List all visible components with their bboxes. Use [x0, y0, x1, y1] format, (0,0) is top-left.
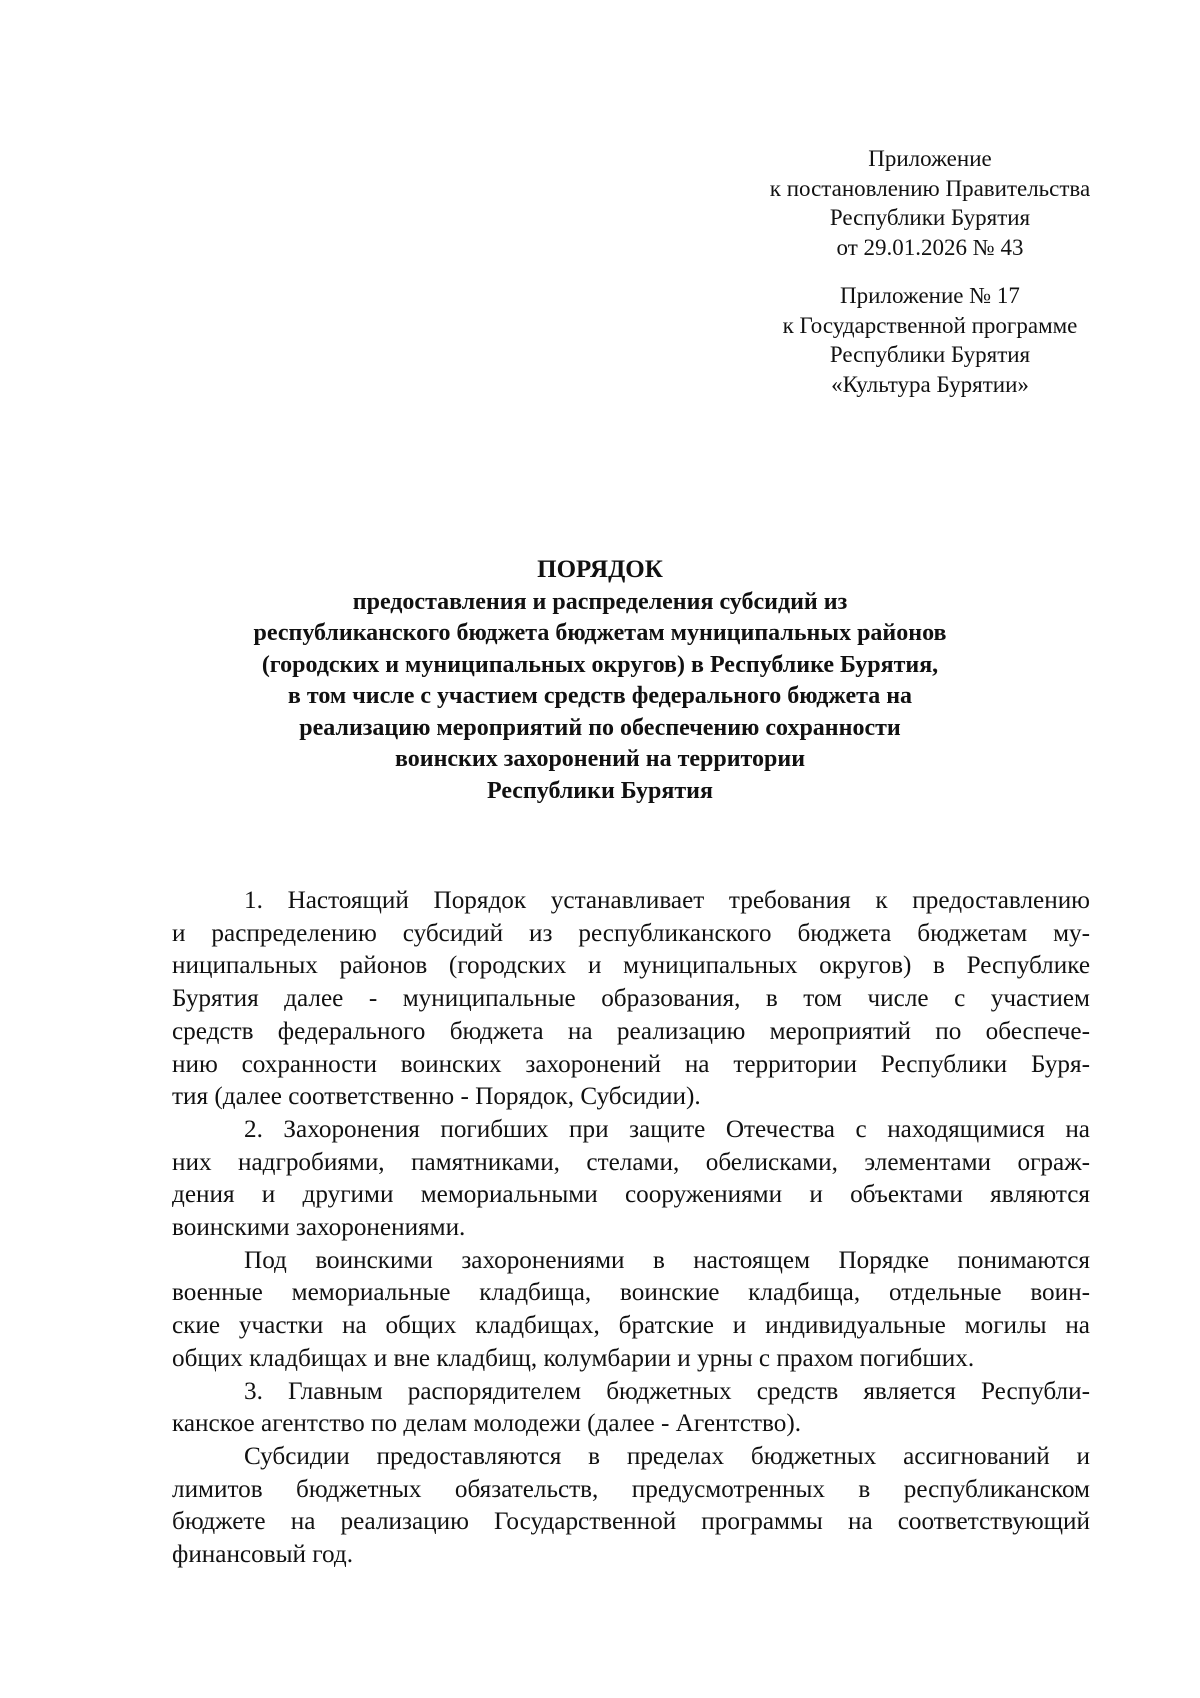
document-body: [172, 885, 1090, 1572]
paragraph-4: [172, 1376, 1090, 1441]
text-line: тия (далее соответственно - Порядок, Субсидии).: [172, 1083, 701, 1111]
document-title: [150, 554, 1050, 807]
text-line: и распределению субсидий из республиканского бюджета бюджетам му-: [172, 919, 1090, 947]
appendix-line: Приложение № 17: [840, 283, 1020, 308]
text-line: канское агентство по делам молодежи (далее - Агентство).: [172, 1410, 801, 1438]
text-line: средств федерального бюджета на реализацию мероприятий по обеспече-: [172, 1017, 1090, 1045]
text-line: них надгробиями, памятниками, стелами, обелисками, элементами ограж-: [172, 1148, 1090, 1176]
text-line: лимитов бюджетных обязательств, предусмотренных в республиканском: [172, 1475, 1090, 1503]
title-line: республиканского бюджета бюджетам муниципальных районов: [253, 620, 947, 646]
text-line: 3. Главным распорядителем бюджетных средств является Республи-: [244, 1377, 1090, 1405]
text-line: Субсидии предоставляются в пределах бюджетных ассигнований и: [244, 1442, 1090, 1470]
text-line: воинскими захоронениями.: [172, 1214, 466, 1242]
title-line: Республики Бурятия: [486, 777, 713, 804]
title-line: (городских и муниципальных округов) в Республике Бурятия,: [261, 651, 939, 678]
text-line: ниципальных районов (городских и муниципальных округов) в Республике: [172, 952, 1090, 980]
appendix-line: от 29.01.2026 № 43: [836, 234, 1024, 260]
appendix-line: «Культура Бурятии»: [831, 371, 1029, 397]
paragraph-3: [172, 1245, 1090, 1376]
appendix-line: к Государственной программе: [782, 312, 1078, 338]
text-line: Под воинскими захоронениями в настоящем Порядке понимаются: [244, 1246, 1090, 1274]
appendix-line: Республики Бурятия: [829, 205, 1031, 230]
appendix-state-program: [740, 281, 1120, 399]
title-line: воинских захоронений на территории: [394, 746, 806, 772]
paragraph-1: [172, 885, 1090, 1114]
title-line: реализацию мероприятий по обеспечению сохранности: [299, 714, 901, 741]
text-line: дения и другими мемориальными сооружениями и объектами являются: [172, 1181, 1090, 1209]
text-line: финансовый год.: [172, 1541, 353, 1569]
text-line: ские участки на общих кладбищах, братские и индивидуальные могилы на: [172, 1312, 1090, 1340]
title-line: предоставления и распределения субсидий из: [352, 588, 848, 615]
title-line: в том числе с участием средств федерального бюджета на: [287, 683, 913, 709]
appendix-line: Приложение: [868, 146, 992, 171]
text-line: военные мемориальные кладбища, воинские кладбища, отдельные воин-: [172, 1279, 1090, 1307]
appendix-line: к постановлению Правительства: [769, 175, 1091, 201]
text-line: нию сохранности воинских захоронений на территории Республики Буря-: [172, 1050, 1090, 1078]
text-line: общих кладбищах и вне кладбищ, колумбарии и урны с прахом погибших.: [172, 1344, 975, 1372]
text-line: 2. Захоронения погибших при защите Отечества с находящимися на: [244, 1115, 1090, 1143]
text-line: бюджете на реализацию Государственной программы на соответствующий: [172, 1508, 1090, 1536]
paragraph-2: [172, 1114, 1090, 1245]
appendix-line: Республики Бурятия: [829, 342, 1031, 367]
text-line: 1. Настоящий Порядок устанавливает требования к предоставлению: [244, 887, 1090, 914]
appendix-government-resolution: [740, 144, 1120, 262]
title-main: ПОРЯДОК: [537, 556, 663, 583]
text-line: Бурятия далее - муниципальные образования, в том числе с участием: [172, 985, 1090, 1013]
paragraph-5: [172, 1441, 1090, 1572]
